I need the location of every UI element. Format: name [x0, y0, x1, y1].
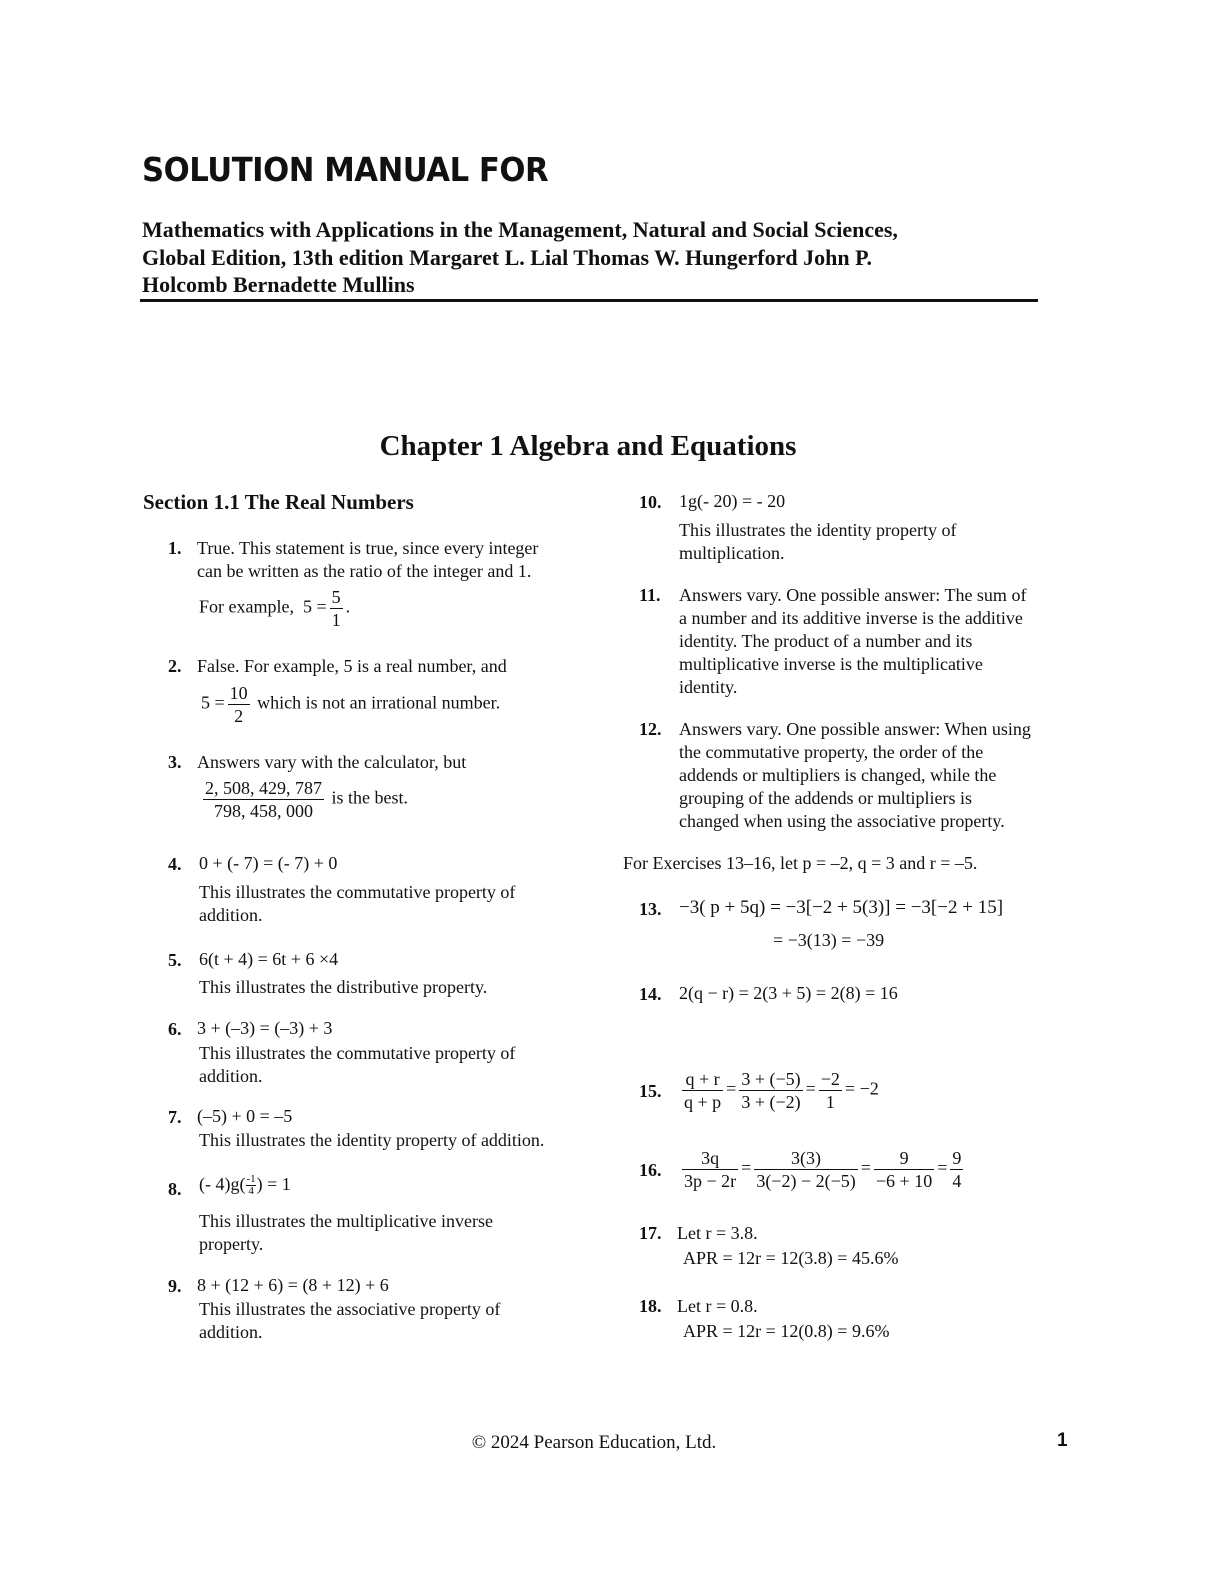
exercise-text: the commutative property, the order of the: [679, 742, 984, 762]
exercise-text: This illustrates the commutative property of: [199, 1043, 516, 1063]
math-rest: is the best.: [331, 787, 408, 808]
exercise-number: 1.: [168, 538, 182, 558]
book-info-line: Holcomb Bernadette Mullins: [142, 272, 415, 297]
footer-copyright: [0, 1432, 1224, 1454]
exercise-text: addition.: [199, 1322, 263, 1342]
denominator: 4: [248, 1185, 254, 1198]
exercise-number: 17.: [639, 1223, 662, 1243]
exercise-math: APR = 12r = 12(3.8) = 45.6%: [683, 1248, 899, 1268]
exercise-number: 6.: [168, 1019, 182, 1039]
exercise-math: [200, 777, 408, 822]
numerator: 9: [952, 1148, 962, 1168]
exercise-text: Answers vary with the calculator, but: [197, 752, 467, 772]
book-info-line: Global Edition, 13th edition Margaret L. Lial Thomas W. Hungerford John P.: [142, 244, 872, 270]
exercise-math: 3 + (–3) = (–3) + 3: [197, 1018, 333, 1038]
exercise-number: 3.: [168, 752, 182, 772]
numerator: −2: [820, 1069, 840, 1089]
denominator: 3p − 2r: [684, 1171, 737, 1191]
exercise-text: multiplicative inverse is the multiplicative: [679, 654, 983, 674]
exercise-text: This illustrates the identity property of addition.: [199, 1130, 545, 1150]
exercise-text: Let r = 0.8.: [677, 1296, 758, 1316]
numerator: -1: [246, 1173, 256, 1186]
numerator: 3(3): [754, 1147, 857, 1170]
denominator: 798, 458, 000: [214, 801, 313, 821]
math-lhs: 5 =: [302, 596, 327, 617]
fraction: [754, 1147, 857, 1192]
exercise-number: 18.: [639, 1296, 662, 1316]
exercise-math: 2(q − r) = 2(3 + 5) = 2(8) = 16: [679, 983, 898, 1003]
denominator: 4: [952, 1171, 962, 1191]
exercise-number: 16.: [639, 1160, 662, 1180]
math-rest: which is not an irrational number.: [257, 692, 501, 713]
exercise-text: addition.: [199, 905, 263, 925]
fraction: [739, 1068, 802, 1113]
exercise-math: 8 + (12 + 6) = (8 + 12) + 6: [197, 1275, 389, 1295]
exercise-text: Answers vary. One possible answer: When using: [679, 719, 1031, 739]
exercise-text: True. This statement is true, since every integer: [197, 538, 539, 558]
numerator: 10: [229, 683, 248, 703]
exercise-text: changed when using the associative property.: [679, 811, 1005, 831]
manual-title: SOLUTION MANUAL FOR: [142, 150, 549, 189]
exercise-math: 6(t + 4) = 6t + 6 ×4: [199, 949, 339, 969]
exercise-text: a number and its additive inverse is the additive: [679, 608, 1023, 628]
exercise-number: 13.: [639, 899, 662, 919]
numerator: 5: [331, 587, 341, 607]
copyright-text: © 2024 Pearson Education, Ltd.: [471, 1432, 717, 1453]
exercise-text: addends or multipliers is changed, while the: [679, 765, 997, 785]
exercise-number: 10.: [639, 492, 662, 512]
chapter-title-text: Chapter 1 Algebra and Equations: [379, 430, 797, 462]
numerator: 3 + (−5): [741, 1069, 801, 1089]
exercise-math: [201, 682, 500, 727]
denominator: q + p: [684, 1092, 722, 1112]
section-title: Section 1.1 The Real Numbers: [143, 490, 414, 514]
book-info: [142, 216, 1042, 299]
exercise-text: This illustrates the commutative property of: [199, 882, 516, 902]
denominator: 3 + (−2): [741, 1092, 801, 1112]
chapter-title: [0, 430, 1224, 463]
exercise-number: 8.: [168, 1179, 182, 1199]
exercise-math: $\frac{q + r}{q + p}$ = $\frac{3 + (-5)}{3 + (-2)}$ = $\frac{-2}{1}$ = −2: [684, 1069, 879, 1112]
exercise-number: 14.: [639, 984, 662, 1004]
exercise-text: addition.: [199, 1066, 263, 1086]
exercise-math: −3( p + 5q) = −3[−2 + 5(3)] = −3[−2 + 15]: [679, 897, 1004, 918]
exercise-text: This illustrates the identity property of: [679, 520, 957, 540]
exercise-number: 11.: [639, 585, 661, 605]
denominator: 3(−2) − 2(−5): [756, 1171, 856, 1191]
numerator: 2, 508, 429, 787: [205, 778, 322, 798]
exercise-math: $\frac{3q}{3p - 2r}$ = $\frac{3(3)}{3(-2) - 2(-5)}$ = $\frac{9}{-6 + 10}$ = $\frac{9}{4}$: [684, 1148, 962, 1191]
exercise-number: 9.: [168, 1276, 182, 1296]
exercise-text: property.: [199, 1234, 264, 1254]
exercise-text: False. For example, 5 is a real number, and: [197, 656, 507, 676]
exercise-text: This illustrates the multiplicative inverse: [199, 1211, 493, 1231]
math-left: (- 4)g(: [199, 1174, 246, 1194]
numerator: 3q: [682, 1147, 738, 1170]
fraction: [819, 1068, 842, 1113]
fraction: [203, 777, 324, 822]
exercise-text: Let r = 3.8.: [677, 1223, 758, 1243]
exercise-text: can be written as the ratio of the integer and 1.: [197, 561, 532, 581]
math-result: = −2: [844, 1078, 879, 1099]
exercise-math: APR = 12r = 12(0.8) = 9.6%: [683, 1321, 890, 1341]
exercise-number: 4.: [168, 854, 182, 874]
fraction: [682, 1147, 738, 1192]
example-label: For example,: [199, 596, 294, 617]
fraction: [228, 682, 250, 727]
page-number: 1: [1057, 1430, 1068, 1451]
exercise-note: For Exercises 13–16, let p = –2, q = 3 and r = –5.: [623, 853, 978, 873]
fraction: [950, 1147, 963, 1192]
exercise-number: 15.: [639, 1081, 662, 1101]
exercise-math: [199, 586, 350, 631]
fraction: [330, 586, 343, 631]
denominator: 1: [331, 610, 341, 630]
exercise-number: 2.: [168, 656, 182, 676]
exercise-math: 1g(- 20) = - 20: [679, 491, 786, 511]
exercise-text: identity.: [679, 677, 738, 697]
numerator: 9: [874, 1147, 934, 1170]
fraction: [246, 1174, 255, 1197]
exercise-math: (–5) + 0 = –5: [197, 1106, 293, 1126]
exercise-text: Answers vary. One possible answer: The sum of: [679, 585, 1027, 605]
math-lhs: 5 =: [201, 692, 225, 713]
numerator: q + r: [682, 1068, 723, 1091]
exercise-text: This illustrates the associative property of: [199, 1299, 501, 1319]
exercise-number: 5.: [168, 950, 182, 970]
exercise-text: multiplication.: [679, 543, 785, 563]
exercise-text: This illustrates the distributive property.: [199, 977, 488, 997]
exercise-text: grouping of the addends or multipliers is: [679, 788, 972, 808]
exercise-math: 0 + (- 7) = (- 7) + 0: [199, 853, 338, 873]
math-right: ) = 1: [256, 1174, 291, 1194]
denominator: 2: [234, 706, 244, 726]
fraction: [874, 1147, 934, 1192]
exercise-math: = −3(13) = −39: [773, 930, 885, 950]
fraction: [682, 1068, 723, 1113]
denominator: 1: [825, 1092, 835, 1112]
exercise-number: 7.: [168, 1107, 182, 1127]
header-rule: [140, 299, 1038, 302]
math-end: .: [345, 596, 351, 617]
denominator: −6 + 10: [875, 1171, 933, 1191]
exercise-math: [199, 1174, 291, 1197]
book-info-line: Mathematics with Applications in the Management, Natural and Social Sciences,: [142, 217, 898, 242]
exercise-text: identity. The product of a number and its: [679, 631, 973, 651]
exercise-number: 12.: [639, 719, 662, 739]
